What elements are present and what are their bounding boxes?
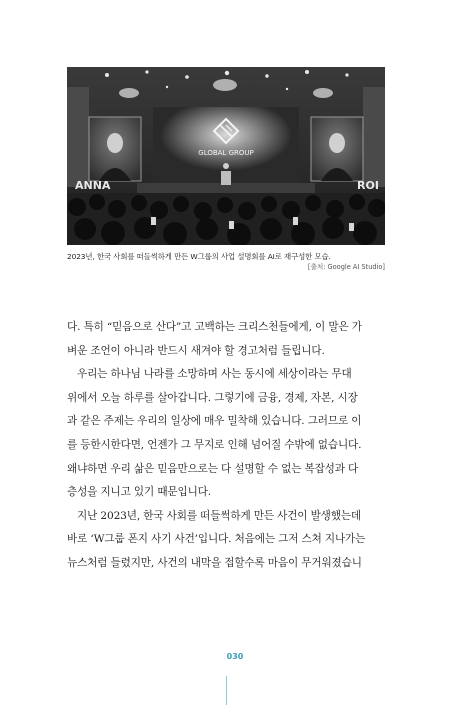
body-line: 과 같은 주제는 우리의 일상에 매우 밀착해 있습니다. 그러므로 이 [67, 415, 362, 428]
left-banner-text: ANNA [75, 179, 111, 192]
caption-text: 2023년, 한국 사회를 떠들썩하게 만든 W그룹의 사업 설명회를 AI로 재구성한 모습. [67, 252, 331, 261]
page-number-divider [226, 676, 227, 705]
body-text [67, 316, 385, 576]
body-line: 다. 특히 “믿음으로 산다”고 고백하는 크리스천들에게, 이 말은 가 [67, 321, 362, 333]
body-line: 지난 2023년, 한국 사회를 떠들썩하게 만든 사건이 발생했는데 [77, 509, 362, 522]
page-number: 030 [226, 652, 244, 661]
body-line: 층성을 지니고 있기 때문입니다. [67, 486, 211, 499]
right-banner-text: ROI [357, 179, 379, 192]
photo-caption [67, 251, 385, 272]
body-line: 우리는 하나님 나라를 소망하며 사는 동시에 세상이라는 무대 [77, 368, 352, 381]
logo-text: GLOBAL GROUP [198, 149, 254, 157]
body-line: 위에서 오늘 하루를 살아갑니다. 그렇기에 금융, 경제, 자본, 시장 [67, 391, 358, 404]
body-line: 를 등한시한다면, 언젠가 그 무지로 인해 넘어질 수밖에 없습니다. [67, 438, 362, 451]
event-photo [67, 67, 385, 245]
body-line: 왜냐하면 우리 삶은 믿음만으로는 다 설명할 수 없는 복잡성과 다 [67, 462, 359, 475]
event-photo-illustration [67, 67, 385, 245]
caption-source: [출처: Google AI Studio] [307, 263, 385, 271]
body-line: 뉴스처럼 들렸지만, 사건의 내막을 접할수록 마음이 무거워졌습니 [67, 556, 362, 569]
body-line: 바로 ‘W그룹 폰지 사기 사건’입니다. 처음에는 그저 스쳐 지나가는 [67, 533, 366, 546]
body-line: 벼운 조언이 아니라 반드시 새겨야 할 경고처럼 들립니다. [67, 344, 325, 357]
